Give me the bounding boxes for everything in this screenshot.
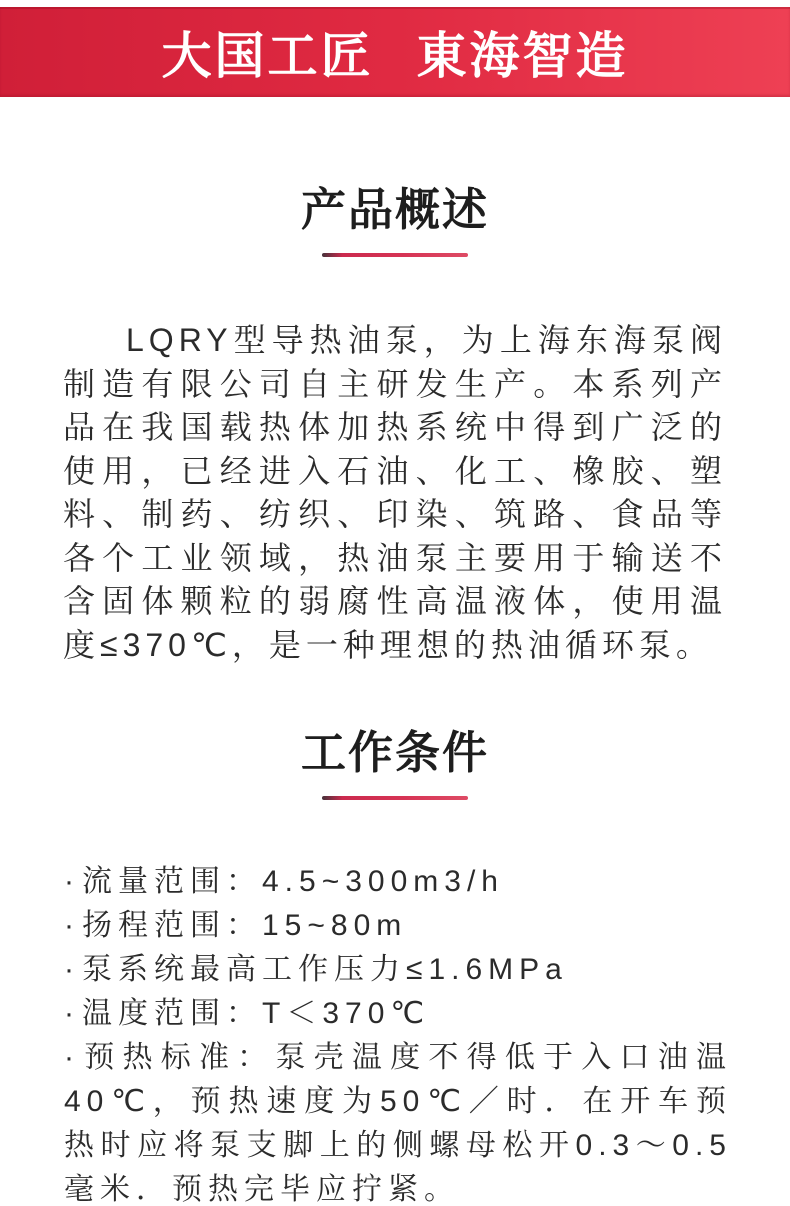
- bullet-icon: ·: [64, 865, 74, 898]
- bullet-icon: ·: [64, 997, 74, 1030]
- spec-item-label: 流量范围：4.5~300m3/h: [82, 865, 504, 898]
- spec-item-label: 温度范围：T＜370℃: [82, 997, 431, 1030]
- spec-item-label: 扬程范围：15~80m: [82, 909, 408, 942]
- overview-paragraph: LQRY型导热油泵，为上海东海泵阀制造有限公司自主研发生产。本系列产品在我国载热体加热系统中得到广泛的使用，已经进入石油、化工、橡胶、塑料、制药、纺织、印染、筑路、食品等各个工业领域，热油泵主要用于输送不含固体颗粒的弱腐性高温液体，使用温度≤370℃，是一种理想的热油循环泵。: [63, 322, 727, 663]
- overview-heading: 产品概述: [300, 184, 489, 235]
- conditions-heading-underline: [322, 796, 468, 800]
- spec-item-preheat-standard: [64, 1036, 732, 1206]
- bullet-icon: ·: [64, 909, 74, 942]
- overview-section: [0, 173, 790, 667]
- brand-banner: [0, 7, 790, 97]
- conditions-heading: 工作条件: [300, 727, 489, 778]
- working-conditions-section: [0, 716, 790, 1206]
- spec-item-max-pressure: [64, 948, 732, 992]
- spec-item-flow-range: [64, 860, 732, 904]
- spec-item-label: 预热标准：泵壳温度不得低于入口油温40℃，预热速度为50℃／时．在开车预热时应将泵支脚上的侧螺母松开0.3～0.5毫米．预热完毕应拧紧。: [64, 1041, 732, 1206]
- bullet-icon: ·: [64, 953, 74, 986]
- spec-list: [64, 860, 732, 1206]
- bullet-icon: ·: [64, 1041, 74, 1074]
- banner-title: 大国工匠 東海智造: [161, 28, 629, 84]
- spec-item-head-range: [64, 904, 732, 948]
- spec-item-label: 泵系统最高工作压力≤1.6MPa: [82, 953, 568, 986]
- overview-heading-underline: [322, 253, 468, 257]
- spec-item-temp-range: [64, 992, 732, 1036]
